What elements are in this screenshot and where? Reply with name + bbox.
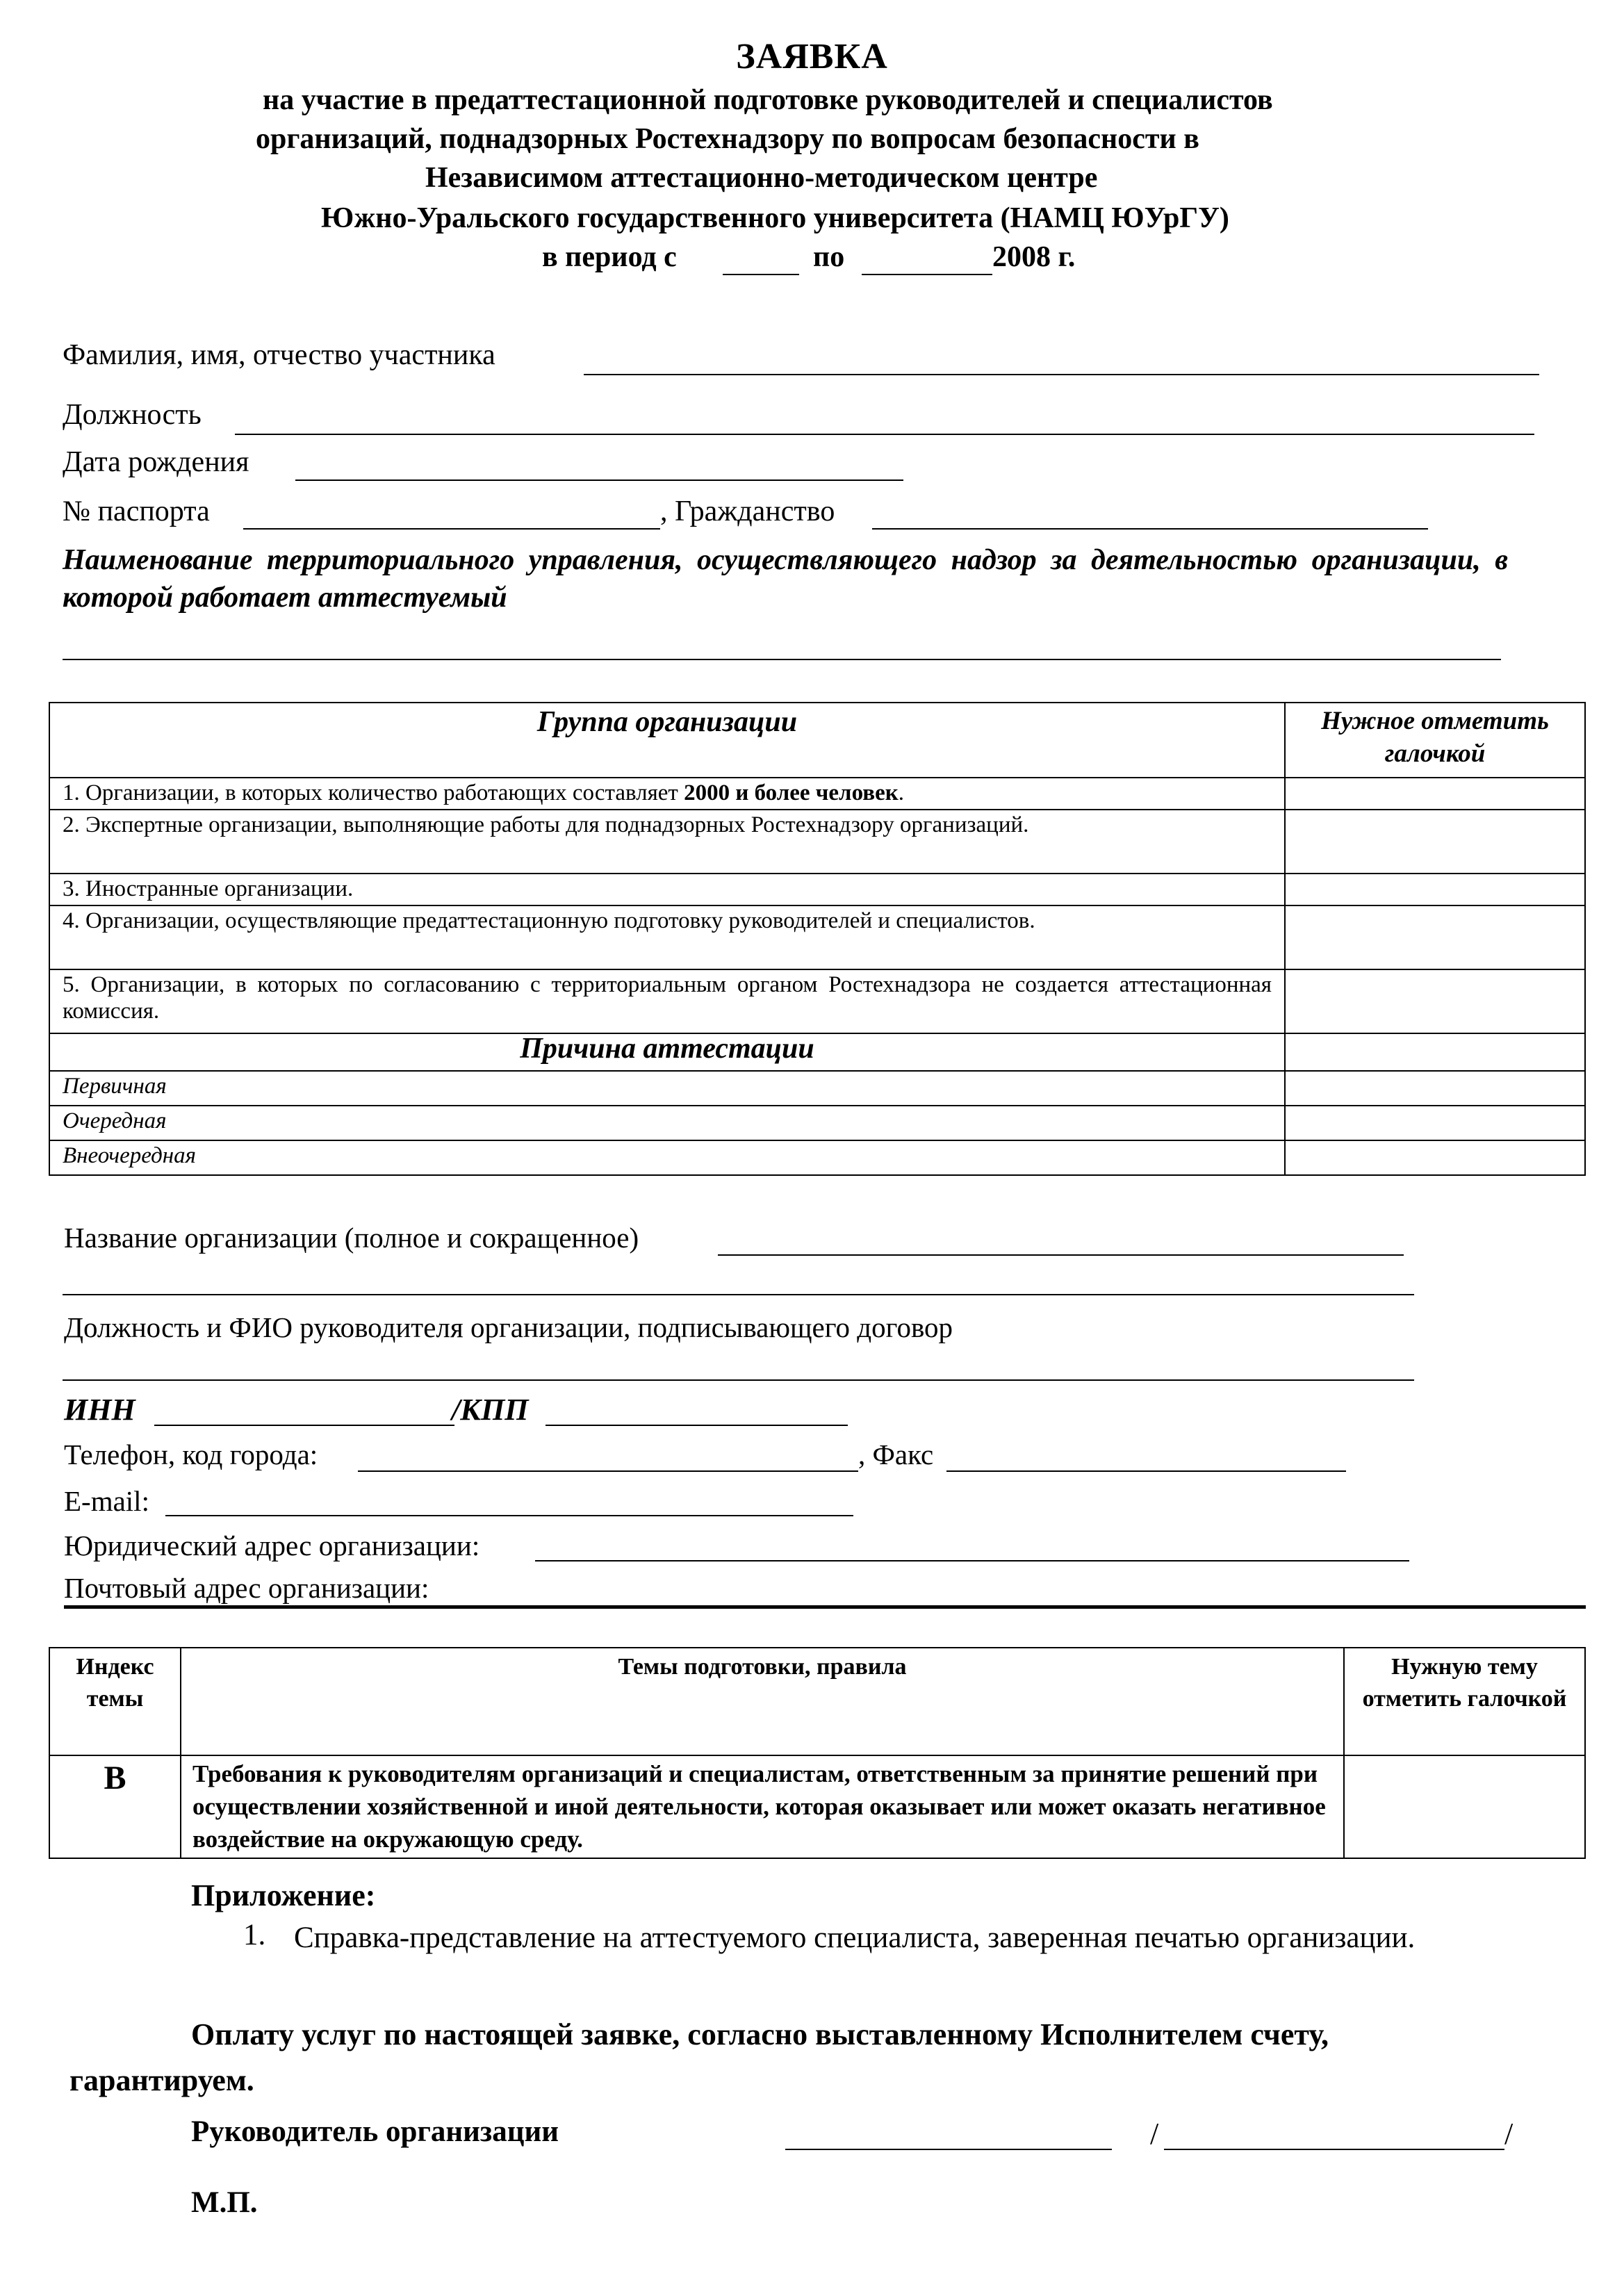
inn-field[interactable] — [154, 1425, 454, 1426]
position-label: Должность — [63, 399, 202, 431]
org-name-field[interactable] — [718, 1254, 1404, 1256]
header-line-2: организаций, поднадзорных Ростехнадзору по вопросам безопасности в — [256, 123, 1199, 155]
signature-slash: / — [1150, 2117, 1159, 2151]
group-row-2: 2. Экспертные организации, выполняющие работы для поднадзорных Ростехнадзору организаций. — [49, 810, 1285, 874]
guarantee-line-2: гарантируем. — [69, 2063, 254, 2097]
birth-date-field[interactable] — [295, 479, 903, 481]
header-line-4: Южно-Уральского государственного университета (НАМЦ ЮУрГУ) — [321, 202, 1229, 234]
passport-label: № паспорта — [63, 495, 210, 527]
reason-extraordinary: Внеочередная — [49, 1140, 1285, 1175]
reason-header: Причина аттестации — [49, 1033, 1285, 1071]
citizenship-label: , Гражданство — [660, 495, 835, 527]
appendix-item-number: 1. — [243, 1919, 266, 1951]
fio-field[interactable] — [584, 374, 1539, 375]
phone-field[interactable] — [358, 1470, 858, 1472]
period-by: по — [813, 241, 845, 273]
phone-label: Телефон, код города: — [64, 1438, 318, 1470]
topics-table — [49, 1647, 1586, 1859]
email-label: E-mail: — [64, 1485, 149, 1517]
topic-checkbox[interactable] — [1344, 1755, 1585, 1858]
topic-index-cell: В — [49, 1755, 181, 1858]
fio-label: Фамилия, имя, отчество участника — [63, 339, 495, 371]
group-row-1-checkbox[interactable] — [1285, 778, 1585, 810]
stamp-label: М.П. — [191, 2186, 258, 2219]
period-prefix: в период с — [542, 241, 677, 273]
topic-index-header: Индекс темы — [49, 1648, 181, 1755]
reason-primary: Первичная — [49, 1071, 1285, 1106]
group-row-3-checkbox[interactable] — [1285, 874, 1585, 905]
period-start-field[interactable] — [723, 274, 799, 275]
header-line-3: Независимом аттестационно-методическом центре — [425, 162, 1098, 194]
group-row-3: 3. Иностранные организации. — [49, 874, 1285, 905]
citizenship-field[interactable] — [872, 528, 1428, 530]
signature-slash-end: / — [1504, 2117, 1514, 2151]
mark-header: Нужное отметить галочкой — [1285, 703, 1585, 778]
signature-name-field[interactable] — [1164, 2149, 1504, 2150]
group-row-1: 1. Организации, в которых количество работающих составляет 2000 и более человек. — [49, 778, 1285, 810]
org-name-label: Название организации (полное и сокращенное) — [64, 1222, 639, 1254]
birth-date-label: Дата рождения — [63, 446, 249, 478]
kpp-label: /КПП — [452, 1393, 529, 1427]
reason-extraordinary-checkbox[interactable] — [1285, 1140, 1585, 1175]
passport-field[interactable] — [243, 528, 660, 530]
period-end-field[interactable] — [862, 274, 992, 275]
position-field[interactable] — [235, 434, 1534, 435]
fax-label: , Факс — [858, 1438, 934, 1470]
form-title: ЗАЯВКА — [736, 37, 888, 76]
territorial-field[interactable] — [63, 659, 1501, 660]
appendix-item-1: Справка-представление на аттестуемого специалиста, заверенная печатью организации. — [294, 1921, 1416, 1954]
head-label: Должность и ФИО руководителя организации, подписывающего договор — [64, 1311, 953, 1343]
kpp-field[interactable] — [546, 1425, 848, 1426]
header-line-1: на участие в предаттестационной подготовке руководителей и специалистов — [263, 84, 1273, 116]
group-row-4-checkbox[interactable] — [1285, 905, 1585, 969]
group-row-5-checkbox[interactable] — [1285, 969, 1585, 1033]
reason-regular: Очередная — [49, 1106, 1285, 1140]
email-field[interactable] — [165, 1515, 853, 1516]
postal-address-label: Почтовый адрес организации: — [64, 1572, 429, 1604]
inn-label: ИНН — [64, 1393, 136, 1427]
topic-name-header: Темы подготовки, правила — [181, 1648, 1344, 1755]
head-field[interactable] — [63, 1379, 1414, 1381]
postal-address-field[interactable] — [64, 1605, 1586, 1609]
reason-primary-checkbox[interactable] — [1285, 1071, 1585, 1106]
territorial-label: Наименование территориального управления, осуществляющего надзор за деятельностью организации, в которой работает аттестуемый — [63, 544, 1508, 614]
guarantee-line-1: Оплату услуг по настоящей заявке, согласно выставленному Исполнителем счету, — [191, 2017, 1329, 2051]
group-row-2-checkbox[interactable] — [1285, 810, 1585, 874]
topic-mark-header: Нужную тему отметить галочкой — [1344, 1648, 1585, 1755]
topic-description: Требования к руководителям организаций и специалистам, ответственным за принятие решений при осуществлении хозяйственной и иной деятельности, которая оказывает или может оказать негативное воздействие на окружающую среду. — [181, 1755, 1344, 1858]
reason-regular-checkbox[interactable] — [1285, 1106, 1585, 1140]
fax-field[interactable] — [946, 1470, 1346, 1472]
appendix-title: Приложение: — [191, 1878, 376, 1912]
group-row-5: 5. Организации, в которых по согласованию с территориальным органом Ростехнадзора не создается аттестационная комиссия. — [49, 969, 1285, 1033]
organization-groups-table — [49, 702, 1586, 1176]
legal-address-field[interactable] — [535, 1560, 1409, 1561]
group-row-4: 4. Организации, осуществляющие предаттестационную подготовку руководителей и специалистов. — [49, 905, 1285, 969]
legal-address-label: Юридический адрес организации: — [64, 1530, 480, 1561]
org-name-field-2[interactable] — [63, 1294, 1414, 1295]
group-header: Группа организации — [49, 703, 1285, 778]
signature-field[interactable] — [785, 2149, 1112, 2150]
head-signature-label: Руководитель организации — [191, 2115, 559, 2148]
period-year: 2008 г. — [992, 241, 1076, 273]
